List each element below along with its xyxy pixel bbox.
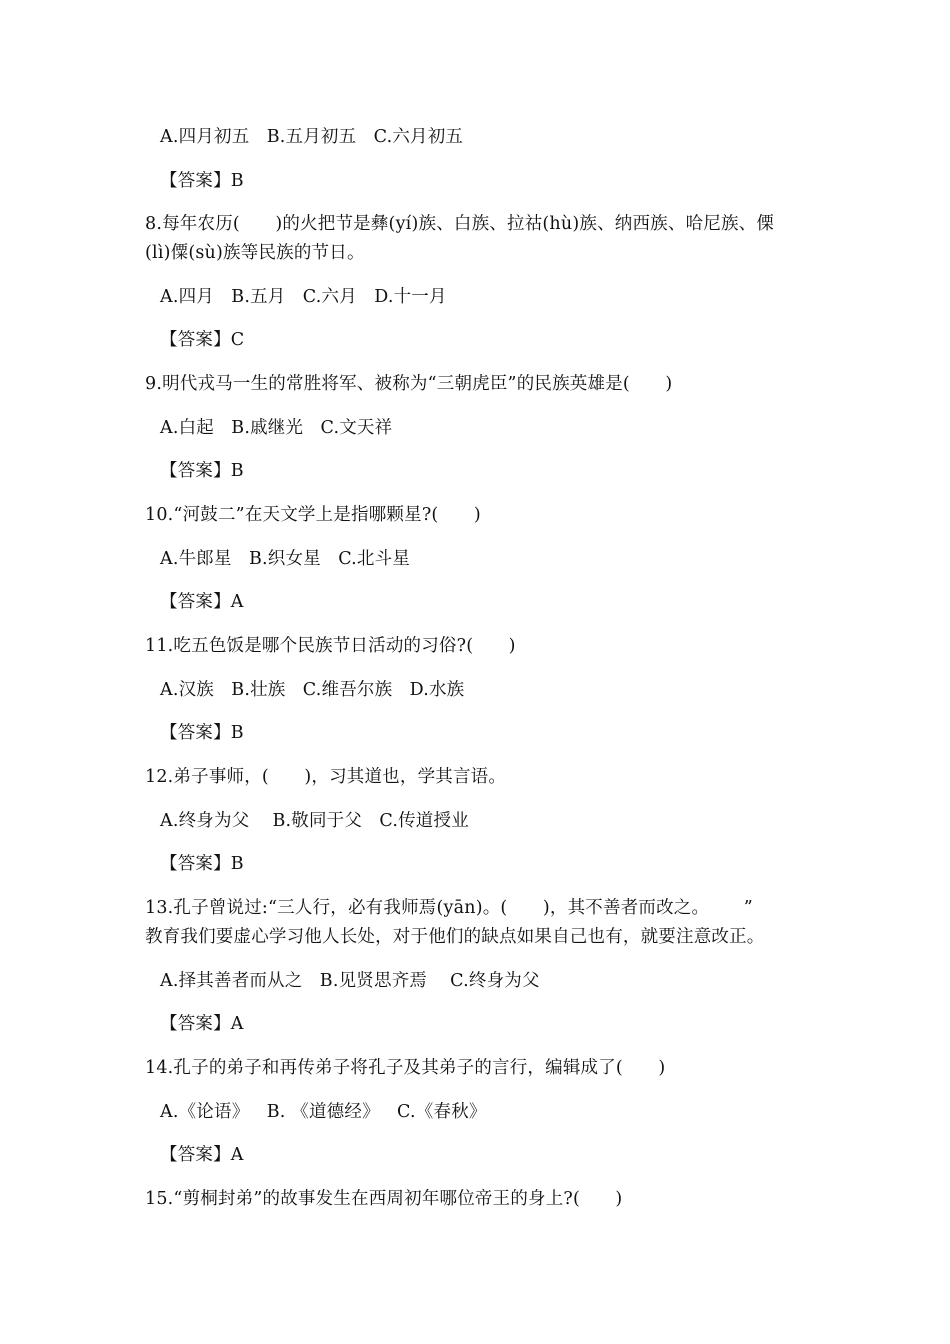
q9-options: A.白起 B.戚继光 C.文天祥 — [160, 418, 393, 438]
q14-answer: 【答案】A — [160, 1145, 244, 1165]
q13-answer: 【答案】A — [160, 1014, 244, 1034]
q13-options: A.择其善者而从之 B.见贤思齐焉 C.终身为父 — [160, 971, 540, 991]
q10-options: A.牛郎星 B.织女星 C.北斗星 — [160, 549, 411, 569]
q13-question: 13.孔子曾说过:“三人行，必有我师焉(yān)。( )，其不善者而改之。 ” — [145, 898, 753, 918]
q8-options: A.四月 B.五月 C.六月 D.十一月 — [160, 287, 447, 307]
q15-question: 15.“剪桐封弟”的故事发生在西周初年哪位帝王的身上?( ) — [145, 1189, 623, 1209]
q8-answer: 【答案】C — [160, 330, 245, 350]
q9-answer: 【答案】B — [160, 461, 244, 481]
q9-question: 9.明代戎马一生的常胜将军、被称为“三朝虎臣”的民族英雄是( ) — [145, 374, 673, 394]
q8-question: 8.每年农历( )的火把节是彝(yí)族、白族、拉祜(hù)族、纳西族、哈尼族、傈 — [145, 214, 775, 234]
q11-answer: 【答案】B — [160, 723, 244, 743]
q12-options: A.终身为父 B.敬同于父 C.传道授业 — [160, 811, 469, 831]
q11-question: 11.吃五色饭是哪个民族节日活动的习俗?( ) — [145, 636, 516, 656]
q8-question-cont: (lì)僳(sù)族等民族的节日。 — [145, 243, 365, 263]
q14-options: A.《论语》 B. 《道德经》 C.《春秋》 — [160, 1102, 487, 1122]
q10-answer: 【答案】A — [160, 592, 244, 612]
q10-question: 10.“河鼓二”在天文学上是指哪颗星?( ) — [145, 505, 481, 525]
q14-question: 14.孔子的弟子和再传弟子将孔子及其弟子的言行，编辑成了( ) — [145, 1058, 666, 1078]
q12-answer: 【答案】B — [160, 854, 244, 874]
q11-options: A.汉族 B.壮族 C.维吾尔族 D.水族 — [160, 680, 465, 700]
q7-answer: 【答案】B — [160, 171, 244, 191]
q12-question: 12.弟子事师，( )，习其道也，学其言语。 — [145, 767, 507, 787]
q13-question-cont: 教育我们要虚心学习他人长处，对于他们的缺点如果自己也有，就要注意改正。 — [145, 927, 765, 947]
q7-options: A.四月初五 B.五月初五 C.六月初五 — [160, 127, 464, 147]
